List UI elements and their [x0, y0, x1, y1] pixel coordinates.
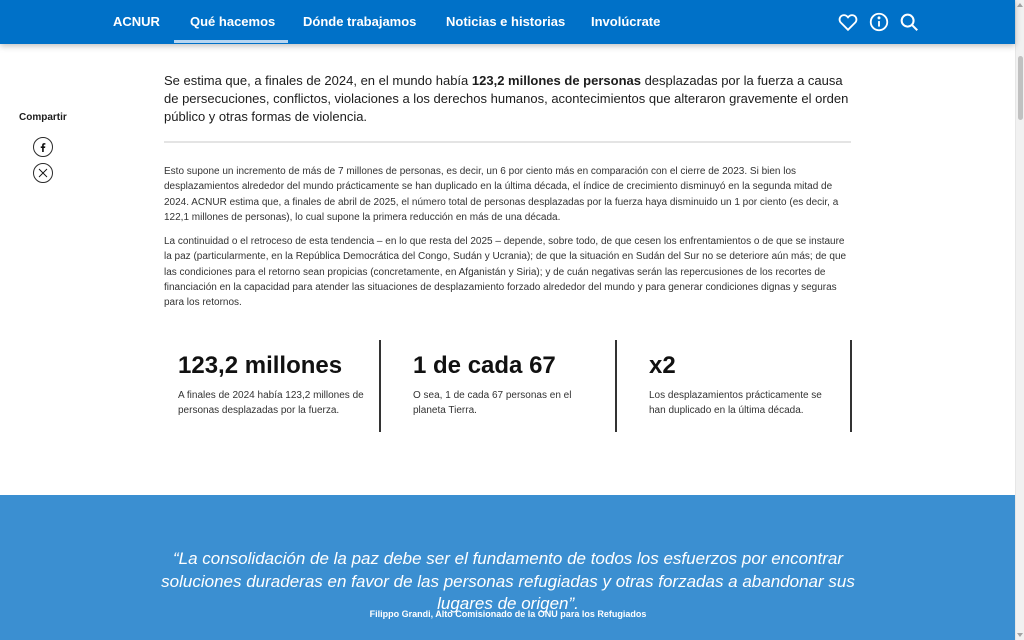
- facebook-share-button[interactable]: [33, 137, 53, 157]
- stat-value: x2: [649, 352, 676, 379]
- scrollbar-thumb[interactable]: [1018, 56, 1023, 120]
- stat-description: A finales de 2024 había 123,2 millones de personas desplazadas por la fuerza.: [178, 390, 364, 416]
- scroll-up-arrow[interactable]: [1017, 3, 1023, 7]
- active-tab-indicator: [174, 40, 288, 43]
- heart-icon[interactable]: [837, 11, 859, 33]
- stat-divider: [615, 340, 617, 432]
- share-label: Compartir: [19, 112, 67, 123]
- info-icon[interactable]: [868, 11, 890, 33]
- x-share-button[interactable]: [33, 163, 53, 183]
- stat-value: 1 de cada 67: [413, 352, 556, 379]
- stat-description: O sea, 1 de cada 67 personas en el planeta Tierra.: [413, 390, 572, 416]
- nav-item-involucrate[interactable]: Involúcrate: [591, 14, 661, 29]
- scroll-down-arrow[interactable]: [1017, 633, 1023, 637]
- stat-card: [635, 340, 852, 432]
- brand-link[interactable]: ACNUR: [113, 14, 160, 29]
- section-divider: [164, 141, 851, 143]
- stat-divider: [850, 340, 852, 432]
- facebook-icon: [37, 141, 49, 153]
- stat-description: Los desplazamientos prácticamente se han duplicado en la última década.: [649, 390, 822, 416]
- stat-value: 123,2 millones: [178, 352, 343, 379]
- top-navigation: [0, 0, 1015, 44]
- stat-card: [399, 340, 617, 432]
- nav-item-que-hacemos[interactable]: Qué hacemos: [190, 14, 276, 29]
- quote-attribution: Filippo Grandi, Alto Comisionado de la ONU para los Refugiados: [369, 609, 647, 619]
- nav-item-noticias[interactable]: Noticias e historias: [446, 14, 566, 29]
- body-paragraph-2: La continuidad o el retroceso de esta tendencia – en lo que resta del 2025 – depende, sobre todo, de que cesen los enfrentamientos o de que se instaure la paz (particularmente, en la República Democrática del Congo, Sudán y Ucrania); de que la situación en Sudán del Sur no se deteriore aún más; de que las condiciones para el retorno sean propicias (concretamente, en Afganistán y Siria); y de cuán negativas serán las repercusiones de los recortes de financiación en la capacidad para atender las situaciones de desplazamiento forzado alrededor del mundo y para generar condiciones dignas y seguras para los retornos.: [164, 236, 847, 309]
- search-icon[interactable]: [898, 11, 920, 33]
- lead-paragraph: Se estima que, a finales de 2024, en el mundo había 123,2 millones de personas desplazadas por la fuerza a causa de persecuciones, conflictos, violaciones a los derechos humanos, acontecimientos que alteraron gravemente el orden público y otras formas de violencia.: [164, 73, 849, 124]
- x-icon: [37, 167, 49, 179]
- body-paragraph-1: Esto supone un incremento de más de 7 millones de personas, es decir, un 6 por ciento más en comparación con el cierre de 2023. Si bien los desplazamientos alrededor del mundo prácticamente se han duplicado en la última década, el índice de crecimiento disminuyó en la segunda mitad de 2024. ACNUR estima que, a finales de abril de 2025, el número total de personas desplazadas por la fuerza haya disminuido un 1 por ciento (es decir, a 122,1 millones de personas), lo cual supone la primera reducción en más de una década.: [164, 166, 839, 223]
- stat-divider: [379, 340, 381, 432]
- vertical-scrollbar[interactable]: [1015, 0, 1024, 640]
- quote-text: “La consolidación de la paz debe ser el fundamento de todos los esfuerzos por encontrar soluciones duraderas en favor de las personas refugiadas y otras forzadas a abandonar sus lugares de origen”.: [161, 549, 855, 613]
- lead-highlight: 123,2 millones de personas: [471, 73, 641, 88]
- nav-item-donde-trabajamos[interactable]: Dónde trabajamos: [303, 14, 417, 29]
- stat-card: [164, 340, 381, 432]
